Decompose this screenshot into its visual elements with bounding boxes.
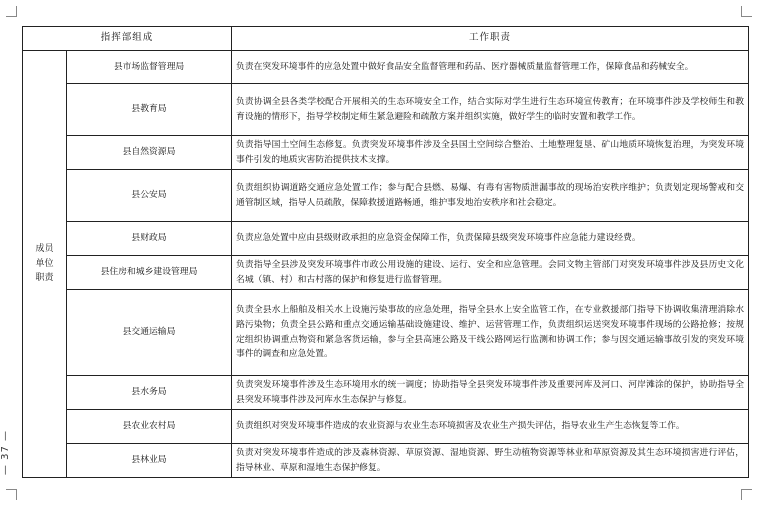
crop-mark-top-left <box>6 6 17 17</box>
table-row <box>23 444 749 478</box>
table-row <box>23 51 749 84</box>
department-cell: 县市场监督管理局 <box>67 51 232 84</box>
department-cell: 县财政局 <box>67 222 232 256</box>
table-row <box>23 136 749 170</box>
duty-cell: 负责应急处置中应由县级财政承担的应急资金保障工作，负责保障县级突发环境事件应急能力建设经费。 <box>232 222 749 256</box>
duty-cell: 负责指导国土空间生态修复。负责突发环境事件涉及全县国土空间综合整治、土地整理复垦、矿山地质环境恢复治理，为突发环境事件引发的地质灾害防治提供技术支撑。 <box>232 136 749 170</box>
duty-cell: 负责协调全县各类学校配合开展相关的生态环境安全工作，结合实际对学生进行生态环境宣传教育；在环境事件涉及学校师生和教育设施的情形下，指导学校制定师生紧急避险和疏散方案并组织实施，做好学生的临时安置和教学工作。 <box>232 84 749 136</box>
department-cell: 县水务局 <box>67 376 232 410</box>
crop-mark-bottom-left <box>6 489 17 500</box>
department-cell: 县自然资源局 <box>67 136 232 170</box>
duty-cell: 负责组织协调道路交通应急处置工作；参与配合县燃、易爆、有毒有害物质泄漏事故的现场治安秩序维护；负责划定现场警戒和交通管制区域，指导人员疏散，保障救援道路畅通，维护事发地治安秩序和社会稳定。 <box>232 170 749 222</box>
header-duty: 工作职责 <box>232 27 749 51</box>
department-cell: 县交通运输局 <box>67 290 232 376</box>
duty-cell: 负责指导全县涉及突发环境事件市政公用设施的建设、运行、安全和应急管理。会同文物主管部门对突发环境事件涉及县历史文化名城（镇、村）和古村落的保护和修复进行监督管理。 <box>232 256 749 290</box>
member-duty-table <box>22 26 749 478</box>
duty-cell: 负责对突发环境事件造成的涉及森林资源、草原资源、湿地资源、野生动植物资源等林业和草原资源及其生态环境损害进行评估，指导林业、草原和湿地生态保护修复。 <box>232 444 749 478</box>
department-cell: 县住房和城乡建设管理局 <box>67 256 232 290</box>
crop-mark-top-right <box>741 6 752 17</box>
table-row <box>23 84 749 136</box>
group-label-line: 成员 <box>35 243 54 254</box>
group-label-cell <box>23 51 67 478</box>
department-cell: 县公安局 <box>67 170 232 222</box>
group-label-line: 单位 <box>35 258 54 269</box>
table-header-row <box>23 27 749 51</box>
table-row <box>23 222 749 256</box>
page-number: — 37 — <box>0 430 11 476</box>
table-row <box>23 376 749 410</box>
duty-cell: 负责在突发环境事件的应急处置中做好食品安全监督管理和药品、医疗器械质量监督管理工作，保障食品和药械安全。 <box>232 51 749 84</box>
crop-mark-bottom-right <box>741 489 752 500</box>
duty-cell: 负责全县水上船舶及相关水上设施污染事故的应急处理，指导全县水上安全监管工作，在专业救援部门指导下协调收集清理消除水路污染物；负责全县公路和重点交通运输基础设施建设、维护、运营管理工作，负责组织运送突发环境事件现场的公路抢修；按规定组织协调重点物资和紧急客货运输，参与全县高速公路及干线公路网运行监测和协调工作；参与因交通运输事故引发的突发环境事件的调查和应急处置。 <box>232 290 749 376</box>
duty-cell: 负责组织对突发环境事件造成的农业资源与农业生态环境损害及农业生产损失评估，指导农业生产生态恢复等工作。 <box>232 410 749 444</box>
department-cell: 县林业局 <box>67 444 232 478</box>
header-group: 指挥部组成 <box>23 27 232 51</box>
department-cell: 县农业农村局 <box>67 410 232 444</box>
table-row <box>23 290 749 376</box>
department-cell: 县教育局 <box>67 84 232 136</box>
duty-cell: 负责突发环境事件涉及生态环境用水的统一调度；协助指导全县突发环境事件涉及重要河库及河口、河岸滩涂的保护，协助指导全县突发环境事件涉及河库水生态保护与修复。 <box>232 376 749 410</box>
table-row <box>23 170 749 222</box>
table-row <box>23 256 749 290</box>
group-label-line: 职责 <box>35 273 54 284</box>
table-row <box>23 410 749 444</box>
